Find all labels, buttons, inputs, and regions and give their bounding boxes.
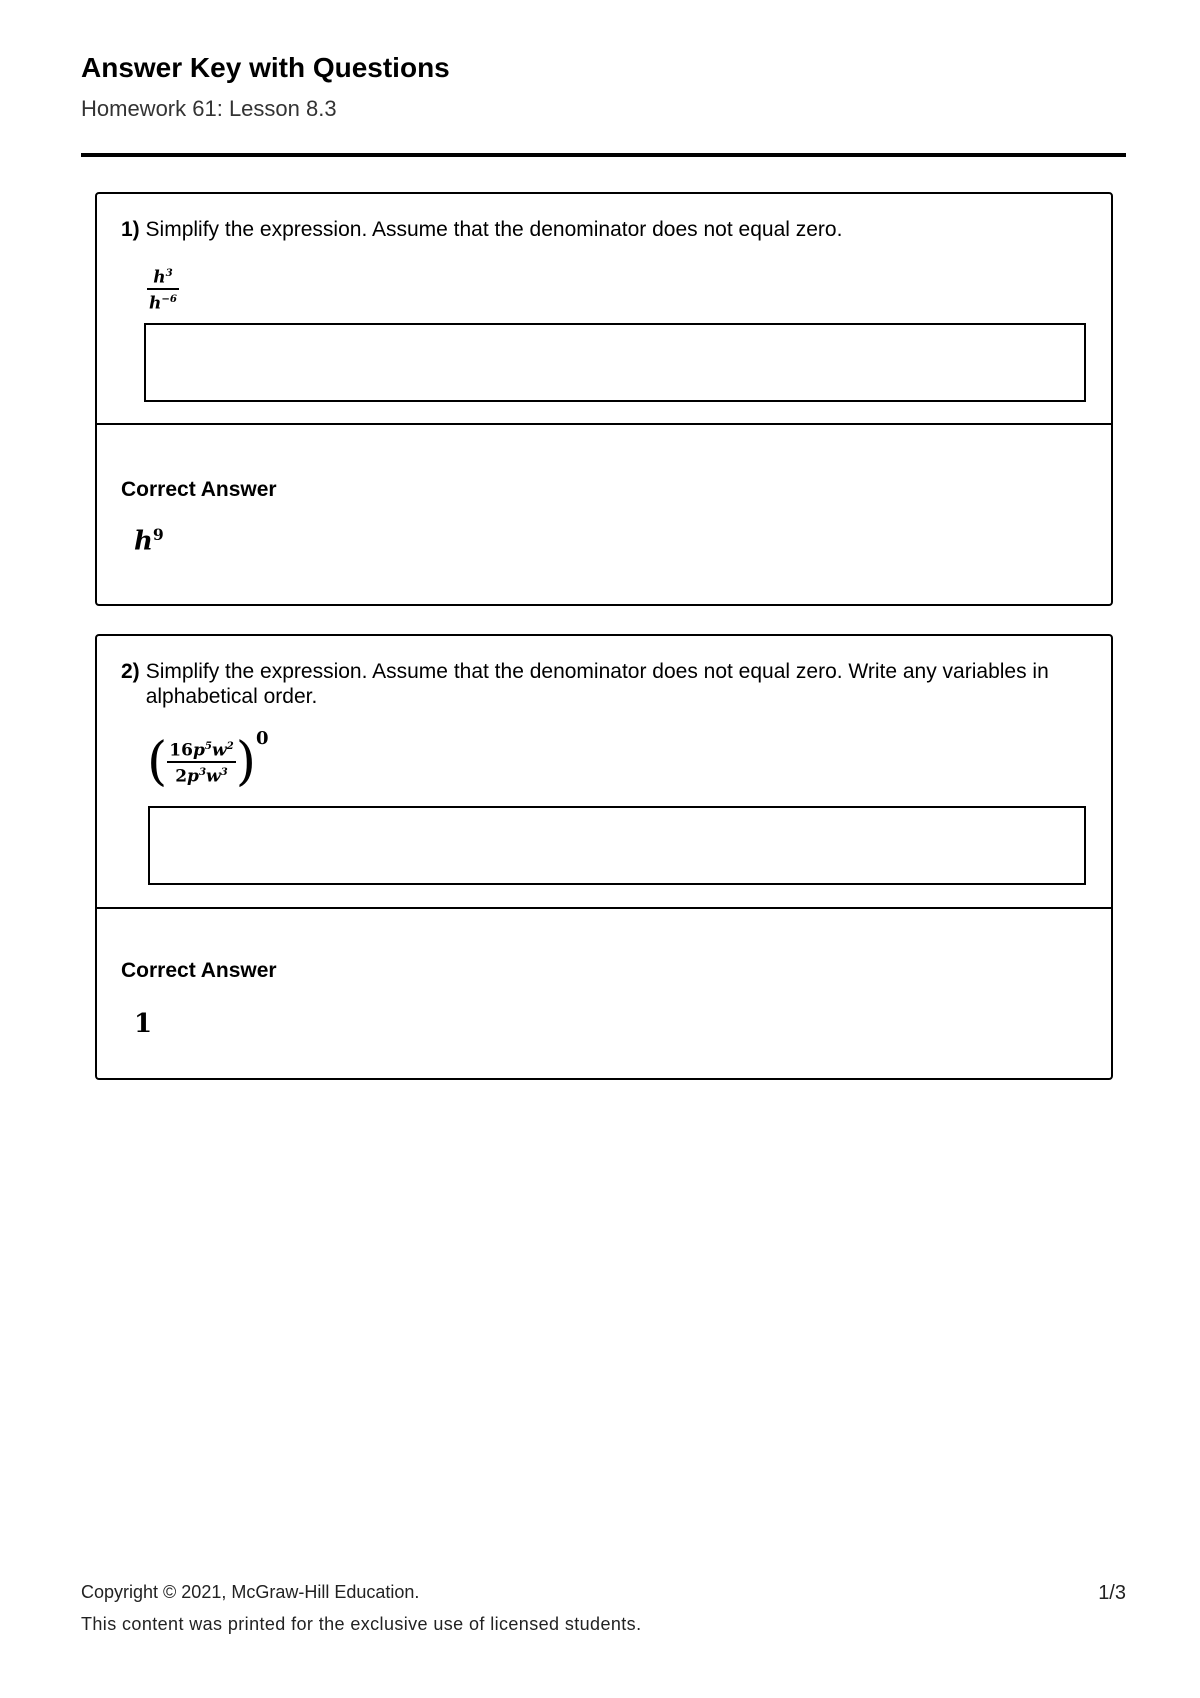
question-prompt [121,217,842,242]
question-expression [147,728,269,792]
page-number: 1/3 [1098,1582,1126,1604]
answer-input[interactable] [144,323,1086,402]
question-expression [147,264,179,313]
correct-answer-label: Correct Answer [121,959,277,982]
footer-copyright: Copyright © 2021, McGraw-Hill Education. [81,1582,420,1602]
question-card-2 [95,634,1113,1080]
left-parenthesis: ( [147,732,168,792]
numerator-exponent: 3 [165,267,173,279]
correct-answer-value: 1 [134,1009,153,1039]
footer-notice: This content was printed for the exclusive use of licensed students. [81,1614,642,1634]
question-prompt [121,659,1061,709]
answer-base: h [134,526,153,557]
denominator-exp-1: 3 [198,766,207,778]
question-section [97,194,1111,425]
numerator-exp-2: 2 [226,740,234,753]
header-divider [81,153,1126,157]
denominator-var-2: w [206,766,221,787]
page-title: Answer Key with Questions [81,52,450,83]
page-subtitle: Homework 61: Lesson 8.3 [81,96,337,121]
denominator-base: h [149,293,162,314]
answer-section [97,425,1111,604]
correct-answer-label: Correct Answer [121,478,277,501]
question-text: Simplify the expression. Assume that the denominator does not equal zero. [145,218,843,241]
denominator-var-1: p [187,766,199,787]
numerator-exp-1: 5 [204,740,212,753]
right-parenthesis: ) [235,732,256,792]
numerator-coefficient: 16 [169,741,193,761]
answer-input[interactable] [148,806,1086,885]
question-card-1 [95,192,1113,606]
correct-answer-value [134,525,164,557]
question-number: 2) [121,660,140,683]
numerator-var-1: p [192,741,205,761]
outer-exponent: 0 [255,728,269,749]
denominator-coefficient: 2 [175,766,188,787]
question-number: 1) [121,218,140,241]
denominator-exp-2: 3 [220,766,228,778]
answer-exponent: 9 [152,525,164,544]
answer-section [97,909,1111,1078]
numerator-var-2: w [211,741,227,761]
question-text: Simplify the expression. Assume that the denominator does not equal zero. Write any variables in alphabetical order. [145,660,1049,708]
denominator-exponent: −6 [161,292,177,305]
question-section [97,636,1111,909]
numerator-base: h [153,267,166,288]
